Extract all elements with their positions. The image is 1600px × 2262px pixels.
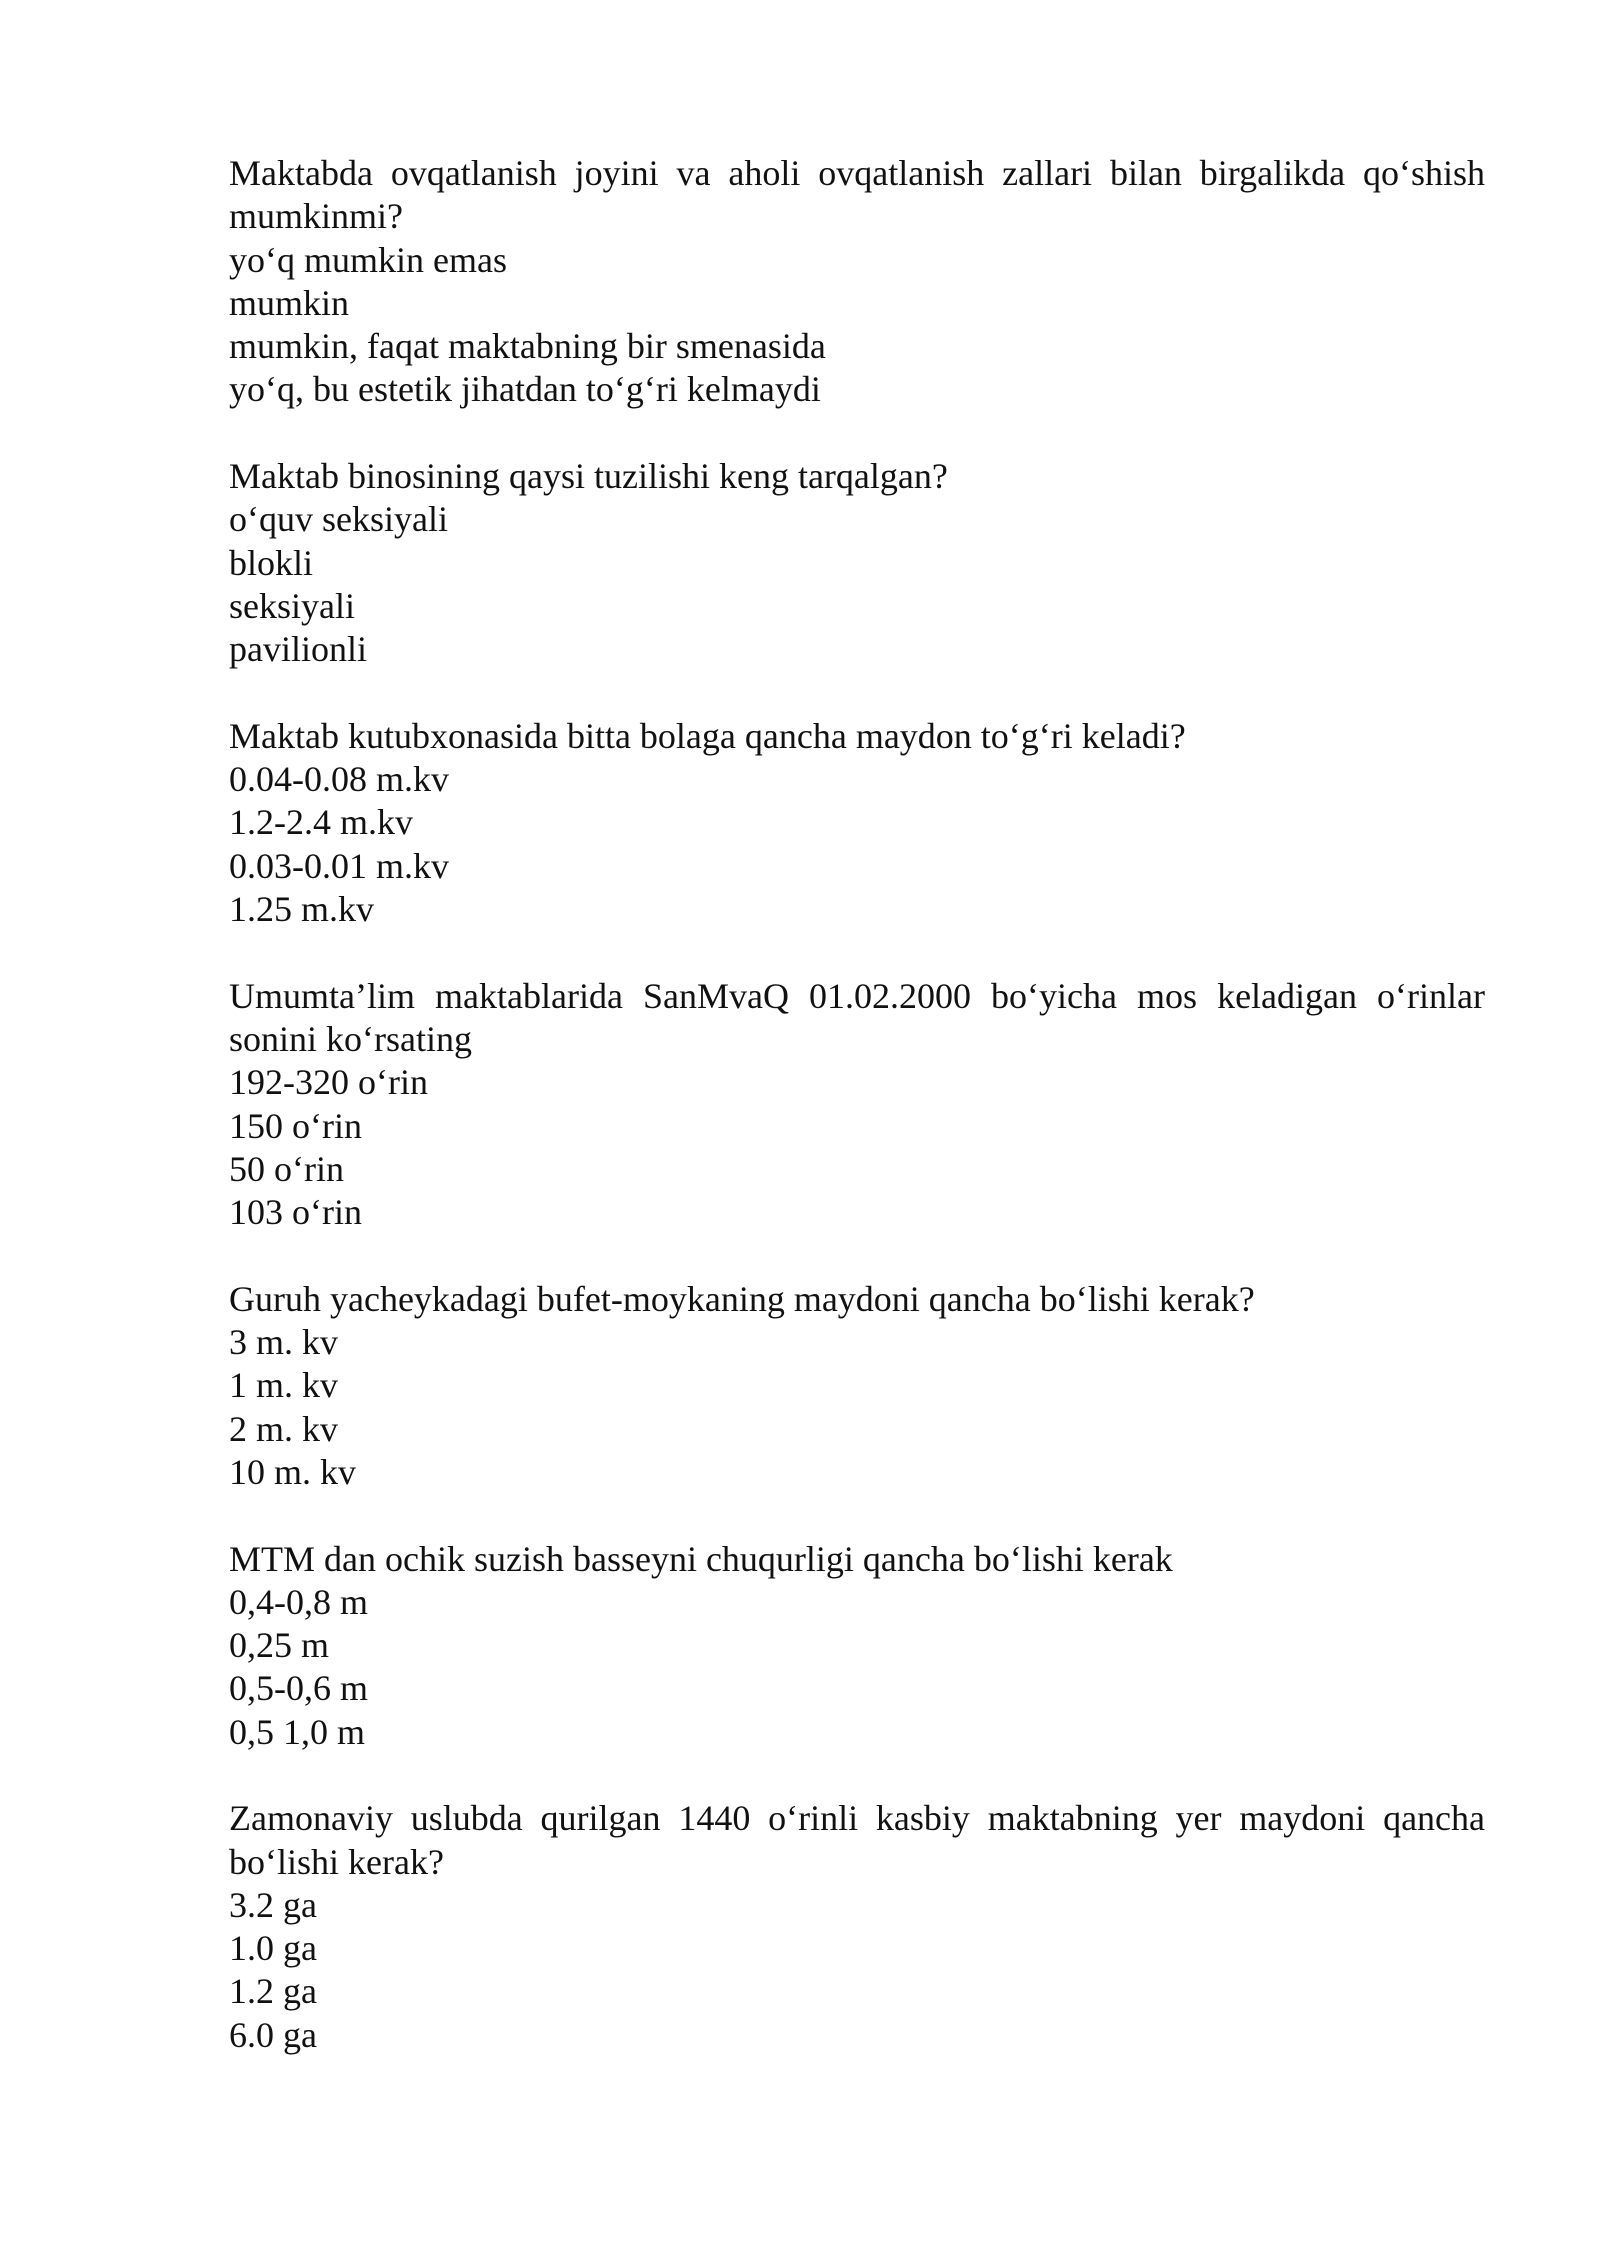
answer-option: 103 o‘rin	[229, 1192, 362, 1233]
answer-options	[229, 239, 1485, 412]
question-text: Zamonaviy uslubda qurilgan 1440 o‘rinli kasbiy maktabning yer maydoni qancha bo‘lishi kerak?	[229, 1798, 1485, 1882]
answer-option: 0.03-0.01 m.kv	[229, 845, 449, 886]
answer-options	[229, 758, 1485, 931]
question-text: Maktab binosining qaysi tuzilishi keng tarqalgan?	[229, 456, 948, 497]
answer-option: 0.04-0.08 m.kv	[229, 759, 449, 800]
answer-option: 1 m. kv	[229, 1365, 339, 1406]
answer-option: 0,5 1,0 m	[229, 1711, 366, 1752]
answer-option: 2 m. kv	[229, 1408, 339, 1449]
answer-option: 0,4-0,8 m	[229, 1581, 368, 1622]
question-block-2	[229, 455, 1485, 671]
question-text: Guruh yacheykadagi bufet-moykaning maydoni qancha bo‘lishi kerak?	[229, 1278, 1255, 1319]
answer-option: yo‘q, bu estetik jihatdan to‘g‘ri kelmaydi	[229, 369, 821, 410]
question-block-4	[229, 975, 1485, 1235]
answer-option: 0,25 m	[229, 1625, 330, 1666]
answer-option: 150 o‘rin	[229, 1105, 362, 1146]
answer-options	[229, 1061, 1485, 1234]
answer-option: blokli	[229, 542, 314, 583]
answer-options	[229, 1884, 1485, 2057]
question-block-7	[229, 1797, 1485, 2057]
answer-option: 3 m. kv	[229, 1322, 339, 1363]
question-block-6	[229, 1538, 1485, 1754]
answer-option: 0,5-0,6 m	[229, 1668, 368, 1709]
question-block-3	[229, 715, 1485, 931]
answer-option: 1.25 m.kv	[229, 889, 375, 930]
answer-options	[229, 1581, 1485, 1754]
answer-option: 1.0 ga	[229, 1928, 317, 1969]
answer-option: 1.2-2.4 m.kv	[229, 802, 413, 843]
answer-options	[229, 1321, 1485, 1494]
answer-option: yo‘q mumkin emas	[229, 239, 507, 280]
answer-option: pavilionli	[229, 629, 367, 670]
answer-option: 192-320 o‘rin	[229, 1062, 428, 1103]
answer-option: mumkin	[229, 282, 350, 323]
answer-option: o‘quv seksiyali	[229, 499, 448, 540]
question-text: Umumta’lim maktablarida SanMvaQ 01.02.2000 bo‘yicha mos keladigan o‘rinlar sonini ko‘rsating	[229, 975, 1485, 1059]
question-text: Maktabda ovqatlanish joyini va aholi ovqatlanish zallari bilan birgalikda qo‘shish mumkinmi?	[229, 153, 1485, 237]
quiz-content	[229, 152, 1485, 2100]
question-block-1	[229, 152, 1485, 412]
answer-option: seksiyali	[229, 585, 355, 626]
answer-options	[229, 498, 1485, 671]
question-block-5	[229, 1278, 1485, 1494]
answer-option: 1.2 ga	[229, 1971, 317, 2012]
question-text: Maktab kutubxonasida bitta bolaga qancha maydon to‘g‘ri keladi?	[229, 715, 1186, 756]
answer-option: 6.0 ga	[229, 2014, 317, 2055]
answer-option: 50 o‘rin	[229, 1148, 344, 1189]
answer-option: 10 m. kv	[229, 1451, 357, 1492]
answer-option: mumkin, faqat maktabning bir smenasida	[229, 326, 826, 367]
answer-option: 3.2 ga	[229, 1884, 317, 1925]
question-text: MTM dan ochik suzish basseyni chuqurligi qancha bo‘lishi kerak	[229, 1538, 1173, 1579]
